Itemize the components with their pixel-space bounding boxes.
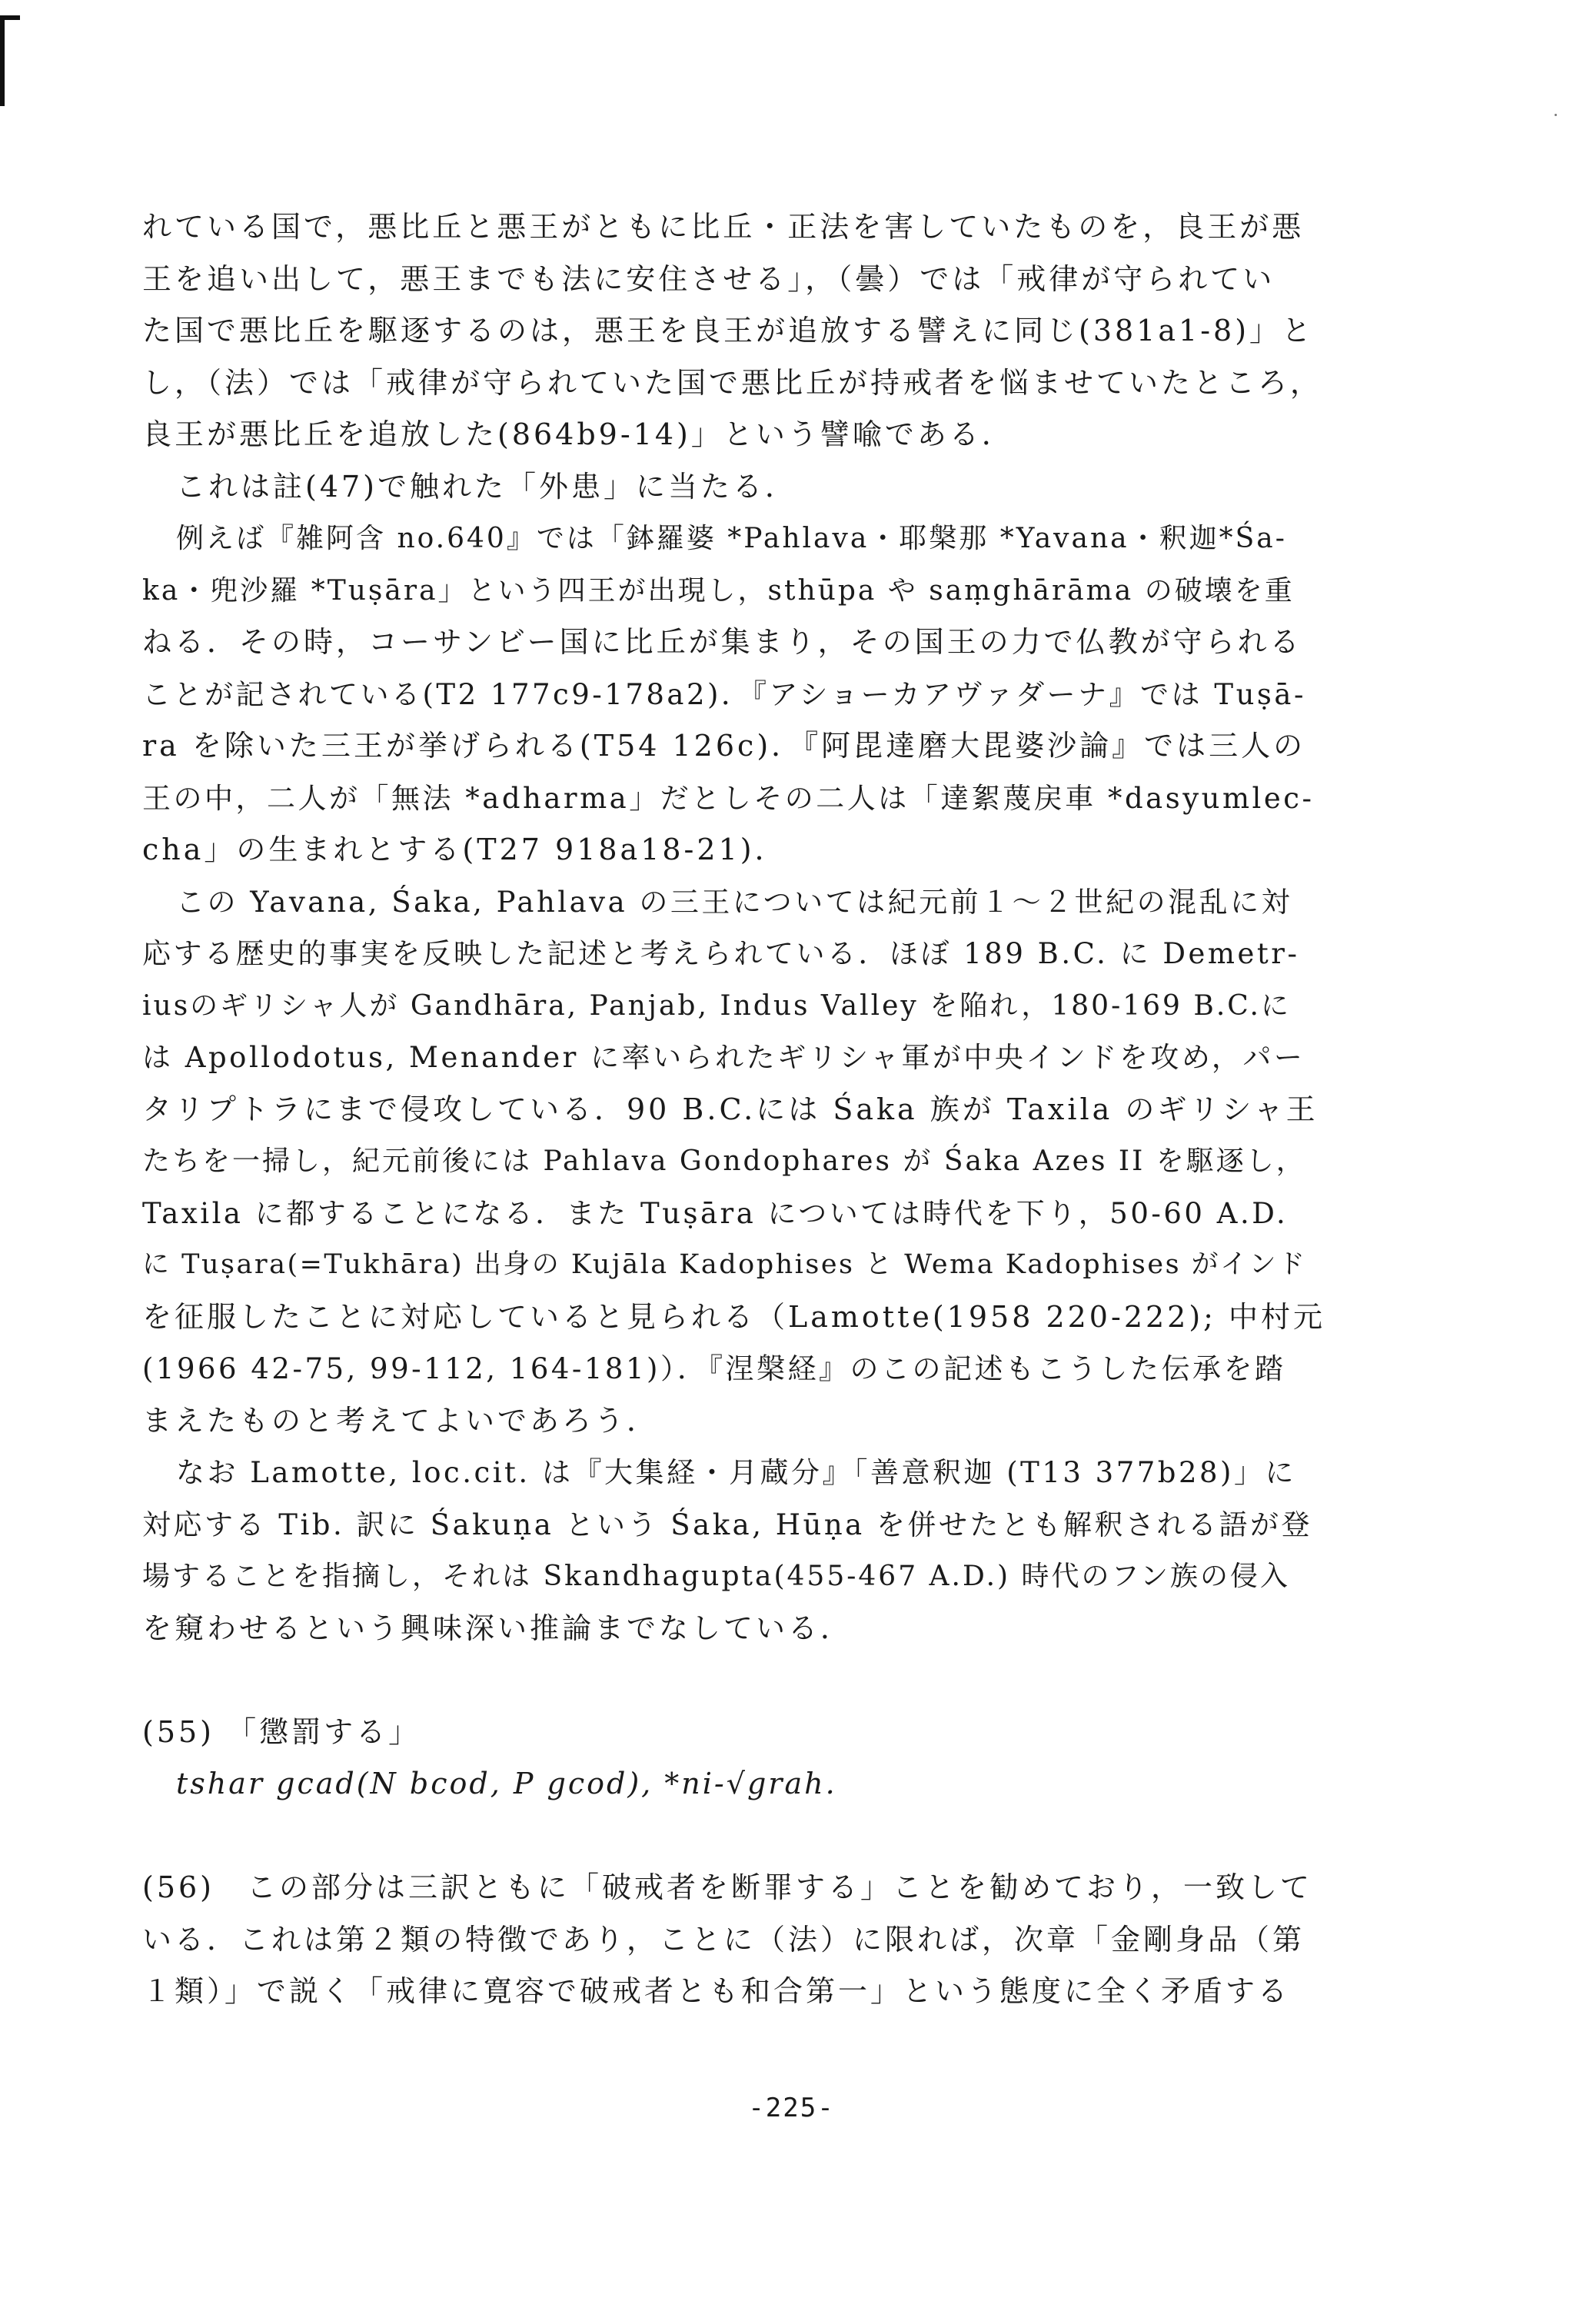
- text-line: これは註(47)で触れた「外患」に当たる．: [176, 469, 798, 504]
- text-line: まえたものと考えてよいであろう．: [142, 1403, 660, 1438]
- note-55-label: (55) 「懲罰する」: [142, 1714, 421, 1749]
- page-number: -225-: [748, 2093, 835, 2123]
- text-line: を征服したことに対応していると見られる（Lamotte(1958 220-222); 中村元: [142, 1299, 1326, 1334]
- text-line: れている国で，悪比丘と悪王がともに比丘・正法を害していたものを，良王が悪: [142, 210, 1305, 244]
- text-line: この Yavana, Śaka, Pahlava の三王については紀元前１～２世紀の混乱に対: [176, 885, 1293, 919]
- spacer: [142, 1810, 1326, 1863]
- text-line: 例えば『雑阿含 no.640』では「鉢羅婆 *Pahlava・耶槃那 *Yavana・釈迦*Śa-: [176, 523, 1287, 554]
- text-line: cha」の生まれとする(T27 918a18-21)．: [142, 833, 787, 866]
- text-line: た国で悪比丘を駆逐するのは，悪王を良王が追放する譬えに同じ(381a1-8)」と: [142, 314, 1315, 347]
- text-line: iusのギリシャ人が Gandhāra, Panjab, Indus Valley を陥れ，180-169 B.C.に: [142, 989, 1291, 1022]
- text-line: 場することを指摘し，それは Skandhagupta(455-467 A.D.) 時代のフン族の侵入: [142, 1561, 1291, 1592]
- text-line: を窺わせるという興味深い推論までなしている．: [142, 1611, 853, 1645]
- text-line: たちを一掃し，紀元前後には Pahlava Gondophares が Śaka Azes II を駆逐し，: [142, 1145, 1306, 1177]
- text-line: ねる．その時，コーサンビー国に比丘が集まり，その国王の力で仏教が守られる: [142, 625, 1302, 659]
- scan-edge-mark: [0, 15, 5, 106]
- note-56-line: いる．これは第２類の特徴であり，ことに（法）に限れば，次章「金剛身品（第: [142, 1922, 1305, 1957]
- text-line: 王の中，二人が「無法 *adharma」だとしその二人は「達絮蔑戻車 *dasyumlec-: [142, 781, 1315, 815]
- note-55-text: tshar gcad(N bcod, P gcod), *ni-√grah.: [176, 1767, 837, 1800]
- text-line: 対応する Tib. 訳に Śakuṇa という Śaka, Hūṇa を併せたとも解釈される語が登: [142, 1508, 1312, 1541]
- text-line: は Apollodotus, Menander に率いられたギリシャ軍が中央インドを攻め，パー: [142, 1041, 1305, 1074]
- text-line: し，（法）では「戒律が守られていた国で悪比丘が持戒者を悩ませていたところ，: [142, 365, 1323, 400]
- text-line: ra を除いた三王が挙げられる(T54 126c)．『阿毘達磨大毘婆沙論』では三人の: [142, 729, 1306, 763]
- page-text: [142, 201, 1326, 2018]
- text-line: ka・兜沙羅 *Tuṣāra」という四王が出現し，sthūpa や saṃghārāma の破壊を重: [142, 574, 1295, 607]
- scan-speck: [1555, 114, 1557, 116]
- text-line: Taxila に都することになる．また Tuṣāra については時代を下り，50-60 A.D.: [142, 1196, 1289, 1230]
- text-line: に Tuṣara(=Tukhāra) 出身の Kujāla Kadophises と Wema Kadophises がインド: [142, 1249, 1307, 1280]
- text-line: なお Lamotte, loc.cit. は『大集経・月蔵分』「善意釈迦 (T13 377b28)」に: [176, 1456, 1296, 1489]
- text-line: ことが記されている(T2 177c9-178a2)．『アショーカアヴァダーナ』では Tuṣā-: [142, 677, 1306, 711]
- note-56-line: (56) この部分は三訳ともに「破戒者を断罪する」ことを勧めており，一致して: [142, 1870, 1313, 1904]
- spacer: [142, 1654, 1326, 1707]
- text-line: 応する歴史的事実を反映した記述と考えられている．ほぼ 189 B.C. に Demetr-: [142, 937, 1300, 970]
- text-line: タリプトラにまで侵攻している．90 B.C.には Śaka 族が Taxila のギリシャ王: [142, 1092, 1319, 1126]
- text-line: 王を追い出して，悪王までも法に安住させる」，（曇）では「戒律が守られてい: [142, 261, 1275, 296]
- text-line: (1966 42-75, 99-112, 164-181)）．『涅槃経』のこの記述もこうした伝承を踏: [142, 1352, 1286, 1385]
- note-56-line: １類）」で説く「戒律に寛容で破戒者とも和合第一」という態度に全く矛盾する: [142, 1974, 1291, 2008]
- text-line: 良王が悪比丘を追放した(864b9-14)」という譬喩である．: [142, 417, 1014, 451]
